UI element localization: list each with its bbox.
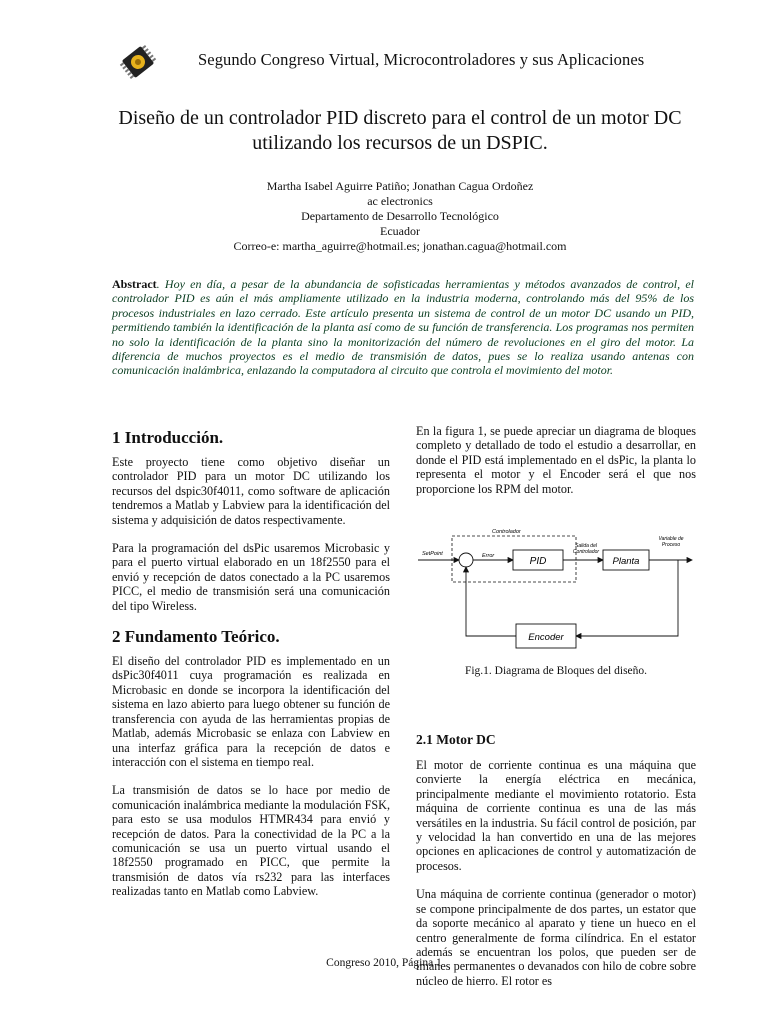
author-email: Correo-e: martha_aguirre@hotmail.es; jonathan.cagua@hotmail.com	[233, 239, 567, 253]
process-variable-label-1: Variable de	[658, 536, 684, 543]
author-names: Martha Isabel Aguirre Patiño; Jonathan Cagua Ordoñez	[266, 179, 534, 193]
section-2-paragraph-1: El diseño del controlador PID es implementado en un dsPic30f4011 cuya programación es realizada en Microbasic en donde se incorpora la identificación del sistema en lazo abierto para luego obtener su función de transferencia con ayuda de las herramientas propias de Matlab, además Microbasic se enlaza con Labview en una interfaz gráfica para la recepción de datos e interacción con el sistema en tiempo real.	[112, 654, 390, 769]
controller-output-label-1: Salida del	[575, 543, 597, 550]
abstract-intro: . Hoy en día, a pesar de la abundancia de sofisticadas herramientas y métodos avanzados de control, el controlador PID es aún el más ampliamente utilizado en la industria moderna, controlando más del 95% de los procesos industriales en lazo cerrado	[112, 277, 694, 320]
controller-label: Controlador	[492, 529, 521, 536]
section-2-1-paragraph-1: El motor de corriente continua es una máquina que convierte la energía eléctrica en mecánica, principalmente mediante el movimiento rotatorio. Esta máquina de corriente continua es una de las más versátiles en la industria. Su fácil control de posición, par y velocidad la han convertido en una de las mejores opciones en aplicaciones de control y automatización de procesos.	[416, 758, 696, 873]
encoder-label: Encoder	[528, 632, 564, 644]
abstract-label: Abstract	[112, 277, 157, 291]
block-diagram	[416, 510, 696, 732]
page-footer: Congreso 2010, Página 1	[326, 957, 442, 969]
figure-intro-paragraph: En la figura 1, se puede apreciar un diagrama de bloques completo y detallado de todo el estudio a desarrollar, en donde el PID está implementado en el dsPic, la planta lo representa el motor y el Encoder será el que nos proporcione los RPM del motor.	[416, 424, 696, 496]
section-1-heading: 1 Introducción.	[112, 428, 224, 447]
section-2-heading: 2 Fundamento Teórico.	[112, 627, 280, 647]
error-label: Error	[482, 553, 495, 560]
title-line-2: utilizando los recursos de un DSPIC.	[252, 132, 548, 154]
title-line-1: Diseño de un controlador PID discreto para el control de un motor DC	[118, 107, 682, 129]
paper-title	[80, 106, 720, 156]
process-variable-label-2: Proceso	[661, 542, 681, 549]
section-2-1-paragraph-2: Una máquina de corriente continua (generador o motor) se compone principalmente de dos partes, un estator que da soporte mecánico al aparato y tiene un hueco en el centro generalmente de forma cilíndrica. En el estator además se encuentran los polos, que pueden ser de imanes permanentes o devanados con hilo de cobre sobre núcleo de hierro. El rotor es	[416, 887, 696, 988]
block-diagram-figure	[416, 510, 696, 732]
plant-label: Planta	[612, 556, 640, 568]
author-department: Departamento de Desarrollo Tecnológico	[301, 209, 499, 223]
feedback-line-right	[576, 560, 678, 636]
right-column	[416, 424, 696, 1002]
summing-junction	[459, 553, 473, 567]
abstract	[112, 277, 694, 378]
conference-header: Segundo Congreso Virtual, Microcontroladores y sus Aplicaciones	[198, 50, 645, 69]
author-company: ac electronics	[367, 194, 433, 208]
setpoint-label: SetPoint	[422, 551, 443, 558]
chip-logo-icon	[118, 42, 158, 82]
section-1-paragraph-2: Para la programación del dsPic usaremos Microbasic y para el puerto virtual elaborado en un 18f2550 para el envió y recepción de datos conectado a la PC usaremos PICC, el medio de transmisión será una comunicación del tipo Wireless.	[112, 541, 390, 613]
feedback-line-left	[466, 567, 516, 636]
section-1-paragraph-1: Este proyecto tiene como objetivo diseñar un controlador PID para un motor DC utilizando los recursos del dspic30f4011, como software de aplicación tendremos a Matlab y Labview para la identificación del sistema y adquisición de datos respectivamente.	[112, 455, 390, 527]
left-column	[112, 424, 390, 913]
author-block	[100, 179, 700, 254]
author-country: Ecuador	[380, 224, 420, 238]
figure-caption: Fig.1. Diagrama de Bloques del diseño.	[464, 665, 648, 678]
section-2-paragraph-2: La transmisión de datos se lo hace por medio de comunicación inalámbrica mediante la modulación FSK, para esto se usa modulos HTMR434 para envió y recepción de datos. Para la conectividad de la PC a la comunicación se usa un puerto virtual usando el 18f2550 programado en PICC, que permite la transmisión de datos vía rs232 para las interfaces realizadas tanto en Matlab como Labview.	[112, 783, 390, 899]
section-2-1-heading: 2.1 Motor DC	[416, 732, 496, 748]
pid-label: PID	[529, 556, 547, 568]
abstract-body: . Este artículo presenta un sistema de control de un motor DC usando un PID, permitiendo también la identificación de la planta así como de su función de transferencia. Los programas nos permiten no solo la identificación de la planta sino la monitorización del número de revoluciones en el giro del motor. La diferencia de muchos proyectos es el medio de transmisión de datos, pues se lo realiza usando antenas con comunicación inalámbrica, enlazando la computadora al circuito que controla el movimiento del motor.	[112, 305, 694, 378]
controller-output-label-2: Controlador	[572, 549, 600, 556]
